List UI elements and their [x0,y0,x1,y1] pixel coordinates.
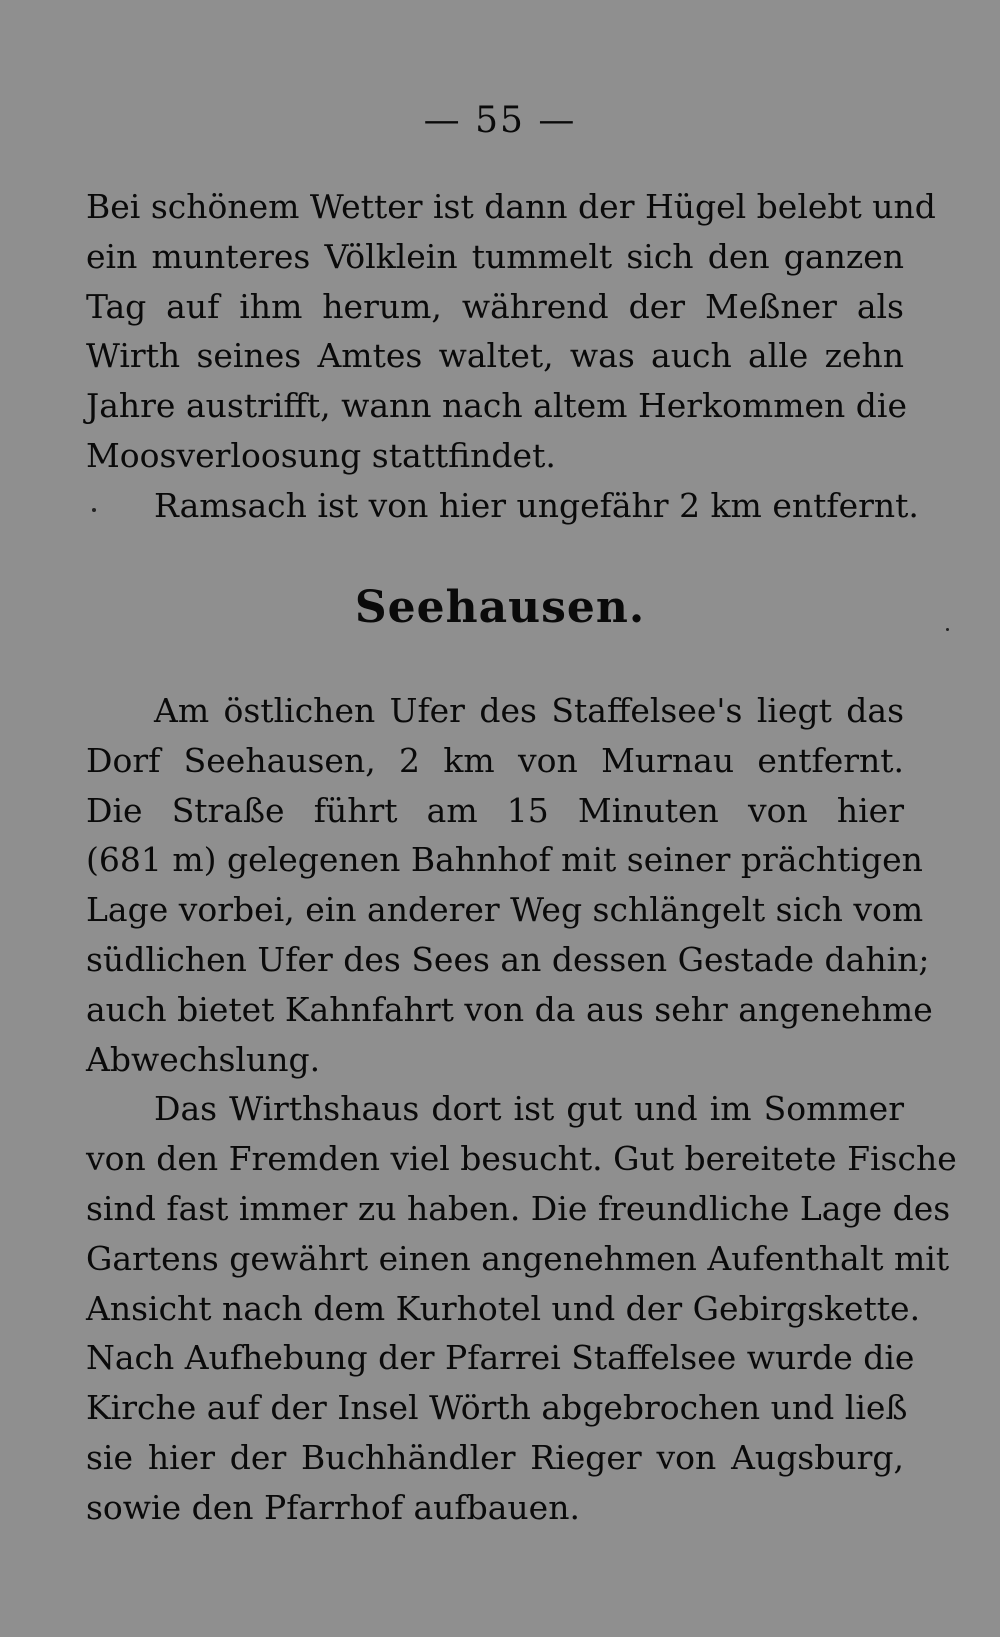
text-line: Jahre austrifft, wann nach altem Herkommen die [86,386,907,426]
paragraph-seehausen [86,686,957,1533]
text-line: Ansicht nach dem Kurhotel und der Gebirgskette. [86,1288,921,1328]
text-line: Kirche auf der Insel Wörth abgebrochen und ließ [86,1388,908,1428]
text-line: Bei schönem Wetter ist dann der Hügel belebt und [86,187,936,226]
text-line: Gartens gewährt einen angenehmen Aufenthalt mit [86,1238,950,1278]
print-speck [92,508,96,512]
text-line: Abwechslung. [86,1039,321,1079]
text-line: Lage vorbei, ein anderer Weg schlängelt sich vom [86,890,924,930]
text-line: Ramsach ist von hier ungefähr 2 km entfernt. [154,485,919,525]
text-line: von den Fremden viel besucht. Gut bereitete Fische [86,1139,957,1179]
section-heading: Seehausen. [354,582,646,633]
text-line: sie hier der Buchhändler Rieger von Augsburg, [86,1437,904,1477]
page-number: — 55 — [423,100,577,141]
text-line: Dorf Seehausen, 2 km von Murnau entfernt. [86,740,904,780]
text-line: Das Wirthshaus dort ist gut und im Sommer [154,1089,904,1129]
text-line: auch bietet Kahnfahrt von da aus sehr angenehme [86,989,933,1029]
text-line: südlichen Ufer des Sees an dessen Gestade dahin; [86,939,930,979]
text-line: sowie den Pfarrhof aufbauen. [86,1487,580,1527]
text-line: ein munteres Völklein tummelt sich den ganzen [86,236,904,276]
text-line: sind fast immer zu haben. Die freundliche Lage des [86,1188,951,1228]
text-line: Wirth seines Amtes waltet, was auch alle zehn [86,336,904,376]
text-line: Die Straße führt am 15 Minuten von hier [86,790,904,830]
text-line: Am östlichen Ufer des Staffelsee's liegt das [154,691,904,730]
text-line: Moosverloosung stattfindet. [86,435,556,475]
text-line: Nach Aufhebung der Pfarrei Staffelsee wurde die [86,1338,915,1378]
paragraph-hill [86,182,936,531]
text-line: Tag auf ihm herum, während der Meßner als [86,286,904,326]
text-line: (681 m) gelegenen Bahnhof mit seiner prächtigen [86,840,923,880]
print-speck [946,628,949,631]
